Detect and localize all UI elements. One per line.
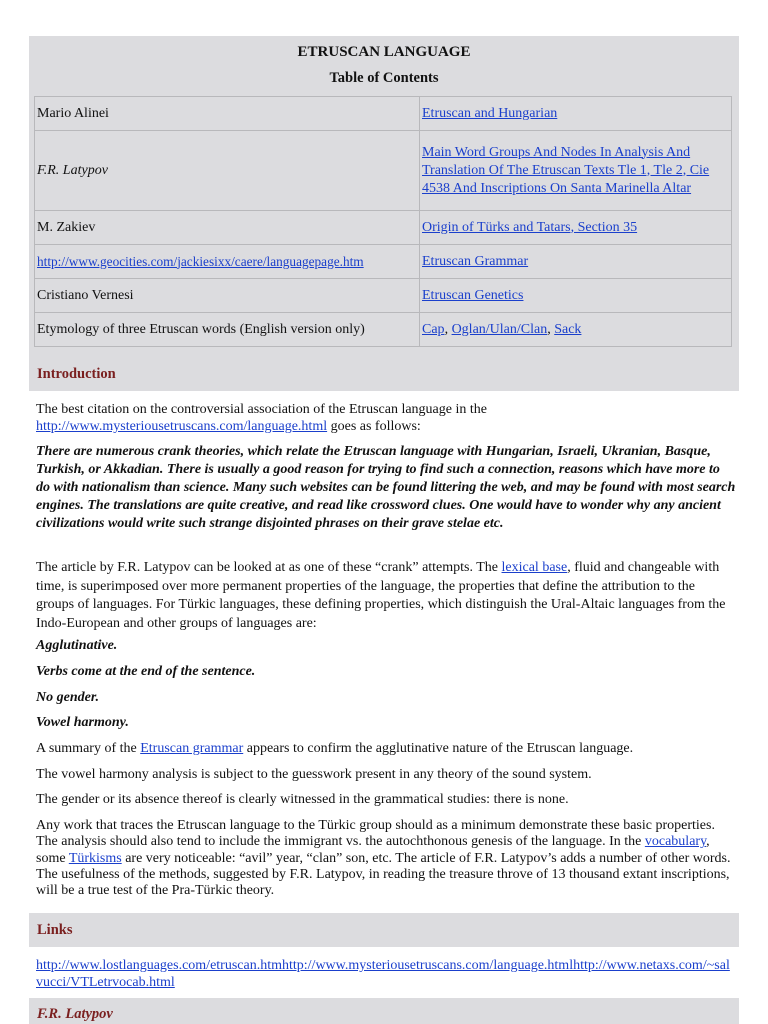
toc-author: Cristiano Vernesi [35,279,420,313]
toc-link-etruscan-hungarian[interactable]: Etruscan and Hungarian [422,105,558,121]
gender-paragraph: The gender or its absence thereof is clearly witnessed in the grammatical studies: there is none. [36,792,569,807]
table-row [35,211,732,245]
latypov-heading: F.R. Latypov [37,1006,113,1022]
table-row [35,131,732,211]
toc-author: Mario Alinei [35,97,420,131]
toc-link-sack[interactable]: Sack [554,321,582,337]
toc-link-geocities[interactable]: http://www.geocities.com/jackiesixx/caere/languagepage.htm [37,253,364,269]
table-row [35,245,732,279]
toc-link-cap[interactable]: Cap [422,321,445,337]
property-verbs: Verbs come at the end of the sentence. [36,664,256,679]
property-gender: No gender. [36,690,99,705]
links-heading: Links [37,922,73,938]
links-section-header [29,913,739,947]
page-title: ETRUSCAN LANGUAGE [297,44,471,60]
grammar-paragraph: A summary of the Etruscan grammar appears to confirm the agglutinative nature of the Etruscan language. [36,741,634,756]
toc-link-origin-turks[interactable]: Origin of Türks and Tatars, Section 35 [422,219,638,235]
latypov-section-header [29,998,739,1024]
table-row: Etymology of three Etruscan words (English version only) Cap, Oglan/Ulan/Clan, Sack [35,313,732,347]
mysteriousetruscans-link[interactable]: http://www.mysteriousetruscans.com/language.html [36,419,328,434]
toc-link-oglan[interactable]: Oglan/Ulan/Clan [451,321,548,337]
toc-author: Etymology of three Etruscan words (English version only) [35,313,420,347]
toc-author: F.R. Latypov [35,131,420,211]
etruscan-grammar-link[interactable]: Etruscan grammar [140,741,244,756]
turkisms-link[interactable]: Türkisms [68,850,122,866]
intro-heading: Introduction [37,366,116,382]
table-row [35,97,732,131]
table-row [35,279,732,313]
toc-link-etruscan-genetics[interactable]: Etruscan Genetics [422,287,524,303]
lexical-base-link[interactable]: lexical base [501,560,568,575]
property-agglutinative: Agglutinative. [36,638,118,653]
toc-link-latypov-article[interactable]: Main Word Groups And Nodes In Analysis And Translation Of The Etruscan Texts Tle 1, Tle 2, Cie 4538 And Inscriptions On Santa Marinella Altar [422,144,710,196]
toc-table [34,96,732,347]
toc-link-etruscan-grammar[interactable]: Etruscan Grammar [422,253,529,269]
toc-author: M. Zakiev [35,211,420,245]
toc-title: Table of Contents [329,70,439,86]
intro-paragraph: The best citation on the controversial association of the Etruscan language in the http://www.mysteriousetruscans.com/language.html goes as follows: [36,402,487,434]
vowel-harmony-paragraph: The vowel harmony analysis is subject to the guesswork present in any theory of the sound system. [36,767,592,782]
links-list [36,957,730,991]
crank-quote: There are numerous crank theories, which relate the Etruscan language with Hungarian, Israeli, Ukranian, Basque, Turkish, or Akkadian. There is usually a good reason for trying to find such a connection, reasons which have more to do with nationalism than science. Many such websites can be found littering the web, and may be found with most search engines. The translations are quite creative, and read like crossword clues. One would have to wonder why any ancient civilizations would write such strange disjointed phrases on their grave stelae etc. [36,444,736,531]
turkic-paragraph: Any work that traces the Etruscan language to the Türkic group should as a minimum demonstrate these basic properties. The analysis should also tend to include the immigrant vs. the autochthonous genesis of the language. In the vocabulary, some Türkisms are very noticeable: “avil” year, “clan” son, etc. The article of F.R. Latypov’s adds a number of other words. The usefulness of the methods, suggested by F.R. Latypov, in reading the treasure throve of 13 thousand extant inscriptions, will be a true test of the Pra-Türkic theory. [36,818,731,899]
property-vowel-harmony: Vowel harmony. [36,715,129,730]
vocabulary-link[interactable]: vocabulary [644,834,707,850]
latypov-paragraph: The article by F.R. Latypov can be looked at as one of these “crank” attempts. The lexical base, fluid and changeable with time, is superimposed over more permanent properties of the language, the properties that define the attribution to the groups of languages. For Türkic languages, these defining properties, which distinguish the Ural-Altaic languages from the Indo-European and other groups of languages are: [36,560,726,631]
links-urls[interactable]: http://www.lostlanguages.com/etruscan.htmhttp://www.mysteriousetruscans.com/language.htmlhttp://www.netaxs.com/~salvucci/VTLetrvocab.html [36,958,730,990]
